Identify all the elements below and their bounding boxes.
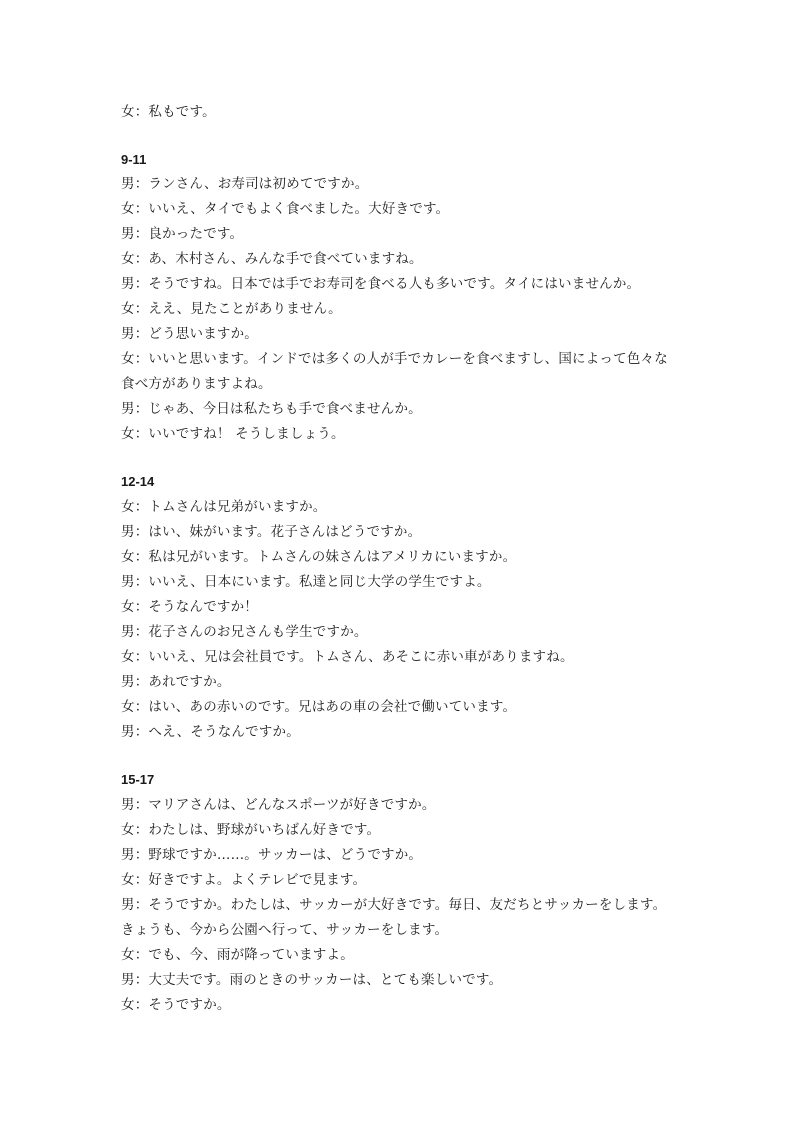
dialogue-line: 女：トムさんは兄弟がいますか。 xyxy=(121,499,327,515)
dialogue-line: 女：好きですよ。よくテレビで見ます。 xyxy=(121,872,367,888)
dialogue-line: 男：どう思いますか。 xyxy=(121,326,258,342)
dialogue-line: 男：そうですか。わたしは、サッカーが大好きです。毎日、友だちとサッカーをします。 xyxy=(121,897,667,913)
section-heading-12-14: 12-14 xyxy=(121,474,155,489)
dialogue-line: 女：そうなんですか！ xyxy=(121,599,258,615)
dialogue-line: 女：私は兄がいます。トムさんの妹さんはアメリカにいますか。 xyxy=(121,549,517,565)
dialogue-line-intro: 女：私もです。 xyxy=(121,104,216,120)
dialogue-line: 女：いいですね！ そうしましょう。 xyxy=(121,426,345,442)
dialogue-line: 女：はい、あの赤いのです。兄はあの車の会社で働いています。 xyxy=(121,699,517,715)
dialogue-line: 女：いいえ、タイでもよく食べました。大好きです。 xyxy=(121,201,450,217)
dialogue-line: 男：いいえ、日本にいます。私達と同じ大学の学生ですよ。 xyxy=(121,574,491,590)
dialogue-line-continuation: きょうも、今から公園へ行って、サッカーをします。 xyxy=(121,922,449,938)
dialogue-line: 女：あ、木村さん、みんな手で食べていますね。 xyxy=(121,251,423,267)
dialogue-line: 男：ランさん、お寿司は初めてですか。 xyxy=(121,176,369,192)
dialogue-line: 女：でも、今、雨が降っていますよ。 xyxy=(121,947,354,963)
dialogue-line: 女：ええ、見たことがありません。 xyxy=(121,301,342,317)
dialogue-line: 男：へえ、そうなんですか。 xyxy=(121,724,300,740)
dialogue-line: 女：そうですか。 xyxy=(121,997,231,1013)
dialogue-line: 男：じゃあ、今日は私たちも手で食べませんか。 xyxy=(121,401,422,417)
dialogue-line: 男：花子さんのお兄さんも学生ですか。 xyxy=(121,624,368,640)
dialogue-line: 女：いいえ、兄は会社員です。トムさん、あそこに赤い車がありますね。 xyxy=(121,649,574,665)
dialogue-line: 男：良かったです。 xyxy=(121,226,244,242)
dialogue-line: 男：あれですか。 xyxy=(121,674,231,690)
section-heading-9-11: 9-11 xyxy=(121,152,147,167)
dialogue-line: 男：野球ですか……。サッカーは、どうですか。 xyxy=(121,847,423,863)
dialogue-line: 女：いいと思います。インドでは多くの人が手でカレーを食べますし、国によって色々な xyxy=(121,351,668,367)
dialogue-line: 女：わたしは、野球がいちばん好きです。 xyxy=(121,822,381,838)
dialogue-line: 男：そうですね。日本では手でお寿司を食べる人も多いです。タイにはいませんか。 xyxy=(121,276,641,292)
dialogue-line: 男：マリアさんは、どんなスポーツが好きですか。 xyxy=(121,797,436,813)
dialogue-line: 男：大丈夫です。雨のときのサッカーは、とても楽しいです。 xyxy=(121,972,503,988)
section-heading-15-17: 15-17 xyxy=(121,772,155,787)
dialogue-line-continuation: 食べ方がありますよね。 xyxy=(121,376,272,392)
dialogue-line: 男：はい、妹がいます。花子さんはどうですか。 xyxy=(121,524,422,540)
